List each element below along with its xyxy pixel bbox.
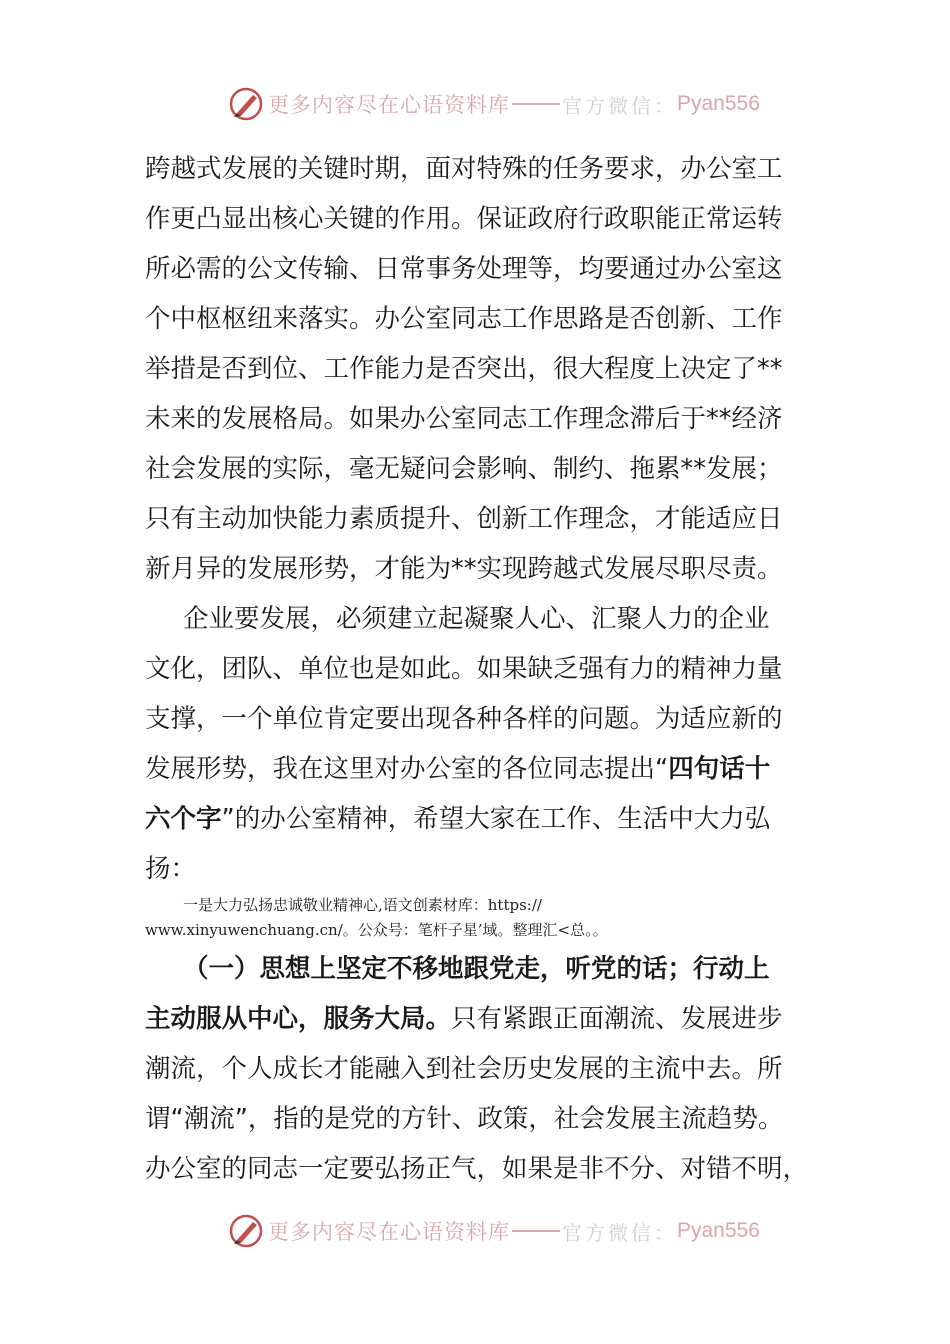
body-line-13 <box>145 754 770 784</box>
note-line-2: www.xinyuwenchuang.cn/。公众号：笔杆子星’域。整理汇<总。。 <box>145 921 608 939</box>
pen-logo-icon <box>228 86 264 122</box>
body-line-14-text: ”的办公室精神，希望大家在工作、生活中大力弘 <box>221 804 771 834</box>
header-watermark <box>228 84 760 124</box>
pen-logo-icon <box>228 1213 264 1249</box>
section-heading-1: （一）思想上坚定不移地跟党走，听党的话；行动上 <box>183 954 770 984</box>
watermark-wechat-id: Pyan556 <box>677 92 760 115</box>
body-line-17-text: 只有紧跟正面潮流、发展进步 <box>451 1004 783 1034</box>
watermark-dash <box>512 103 560 105</box>
body-line-15: 扬： <box>145 854 197 884</box>
body-line-13-text: 发展形势，我在这里对办公室的各位同志提出“ <box>145 754 669 784</box>
watermark-official: 官方微信： <box>562 1220 677 1245</box>
body-line-3: 所必需的公文传输、日常事务处理等，均要通过办公室这 <box>145 254 783 284</box>
watermark-official: 官方微信： <box>562 93 677 118</box>
body-line-7: 社会发展的实际，毫无疑问会影响、制约、拖累**发展； <box>145 454 783 484</box>
body-line-9: 新月异的发展形势，才能为**实现跨越式发展尽职尽责。 <box>145 554 783 584</box>
body-line-18: 潮流，个人成长才能融入到社会历史发展的主流中去。所 <box>145 1054 783 1084</box>
watermark-brand: 更多内容尽在心语资料库 <box>268 1220 510 1244</box>
watermark-brand: 更多内容尽在心语资料库 <box>268 93 510 117</box>
body-line-20: 办公室的同志一定要弘扬正气，如果是非不分、对错不明， <box>145 1154 809 1184</box>
body-line-14-bold: 六个字 <box>145 804 222 834</box>
body-line-17 <box>145 1004 783 1034</box>
watermark-dash <box>512 1230 560 1232</box>
body-line-19: 谓“潮流”，指的是党的方针、政策，社会发展主流趋势。 <box>145 1104 784 1134</box>
body-line-1: 跨越式发展的关键时期，面对特殊的任务要求，办公室工 <box>145 154 783 184</box>
body-line-10: 企业要发展，必须建立起凝聚人心、汇聚人力的企业 <box>183 604 770 634</box>
body-line-5: 举措是否到位、工作能力是否突出，很大程度上决定了** <box>145 354 783 384</box>
body-line-11: 文化，团队、单位也是如此。如果缺乏强有力的精神力量 <box>145 654 783 684</box>
body-line-8: 只有主动加快能力素质提升、创新工作理念，才能适应日 <box>145 504 783 534</box>
body-line-2: 作更凸显出核心关键的作用。保证政府行政职能正常运转 <box>145 204 783 234</box>
watermark-wechat-id: Pyan556 <box>677 1219 760 1242</box>
body-line-6: 未来的发展格局。如果办公室同志工作理念滞后于**经济 <box>145 404 783 434</box>
body-line-17-bold: 主动服从中心，服务大局。 <box>145 1004 452 1034</box>
body-line-13-bold: 四句话十 <box>668 754 771 784</box>
body-line-4: 个中枢枢纽来落实。办公室同志工作思路是否创新、工作 <box>145 304 783 334</box>
body-line-14 <box>145 804 770 834</box>
footer-watermark <box>228 1211 760 1251</box>
body-line-12: 支撑，一个单位肯定要出现各种各样的问题。为适应新的 <box>145 704 783 734</box>
note-line-1: 一是大力弘扬忠诚敬业精神心,语文创素材库：https:// <box>183 896 542 914</box>
